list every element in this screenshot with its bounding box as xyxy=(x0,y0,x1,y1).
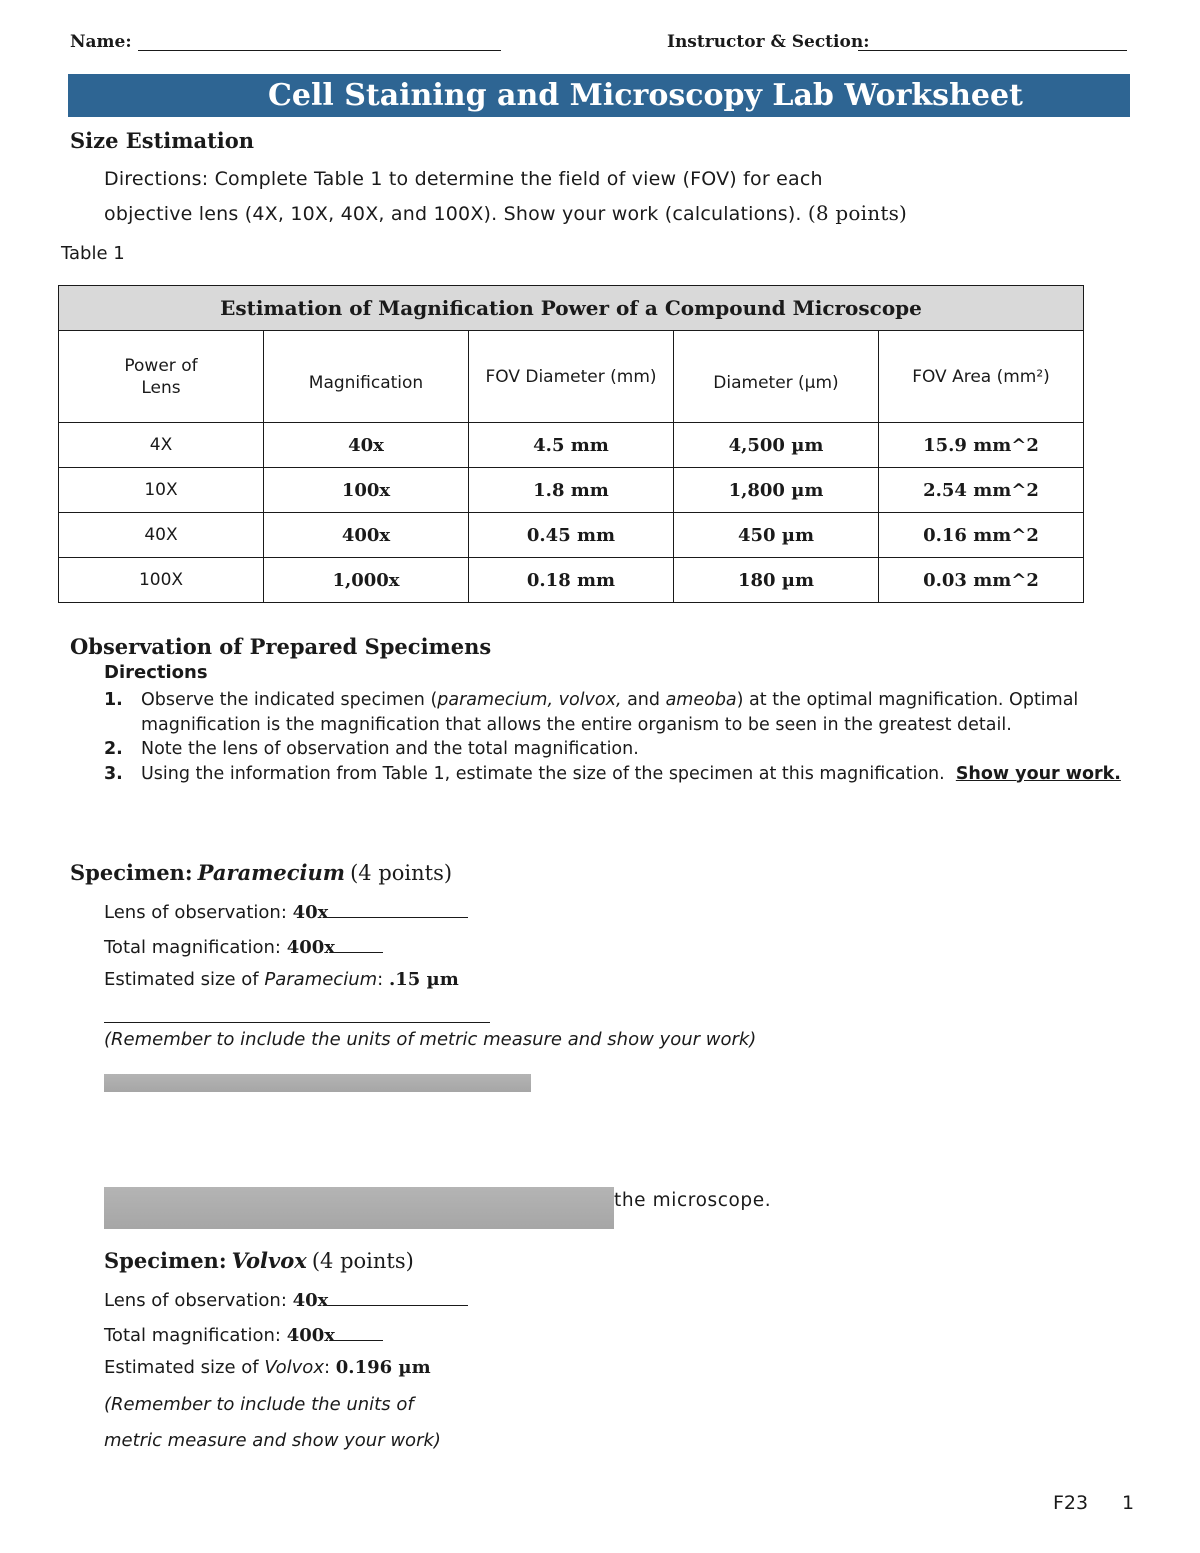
cell-fov-diameter: 0.18 mm xyxy=(469,558,674,603)
cell-fov-area: 15.9 mm^2 xyxy=(879,423,1084,468)
instructor-section-label: Instructor & Section: xyxy=(667,32,870,52)
observation-directions-label: Directions xyxy=(104,662,208,683)
specimen-name: Volvox xyxy=(231,1248,307,1273)
specimen-label: Specimen: xyxy=(70,860,193,885)
lens-blank xyxy=(328,899,468,918)
header-power-of-lens: Power of Lens xyxy=(59,331,264,423)
list-item xyxy=(104,688,1144,737)
specimen-name: Paramecium xyxy=(197,860,346,885)
cell-lens: 10X xyxy=(59,468,264,513)
cell-lens: 100X xyxy=(59,558,264,603)
cell-fov-diameter: 0.45 mm xyxy=(469,513,674,558)
size-label-colon: : xyxy=(377,969,384,990)
table-row xyxy=(59,423,1084,468)
volvox-size-field xyxy=(104,1357,431,1378)
lens-value[interactable]: 40x xyxy=(292,1290,329,1311)
cell-fov-area: 0.16 mm^2 xyxy=(879,513,1084,558)
cell-fov-area: 0.03 mm^2 xyxy=(879,558,1084,603)
footer-version: F23 xyxy=(1053,1492,1089,1514)
size-value[interactable]: .15 µm xyxy=(388,969,459,990)
total-blank xyxy=(335,1322,383,1341)
total-magnification-value[interactable]: 400x xyxy=(286,937,336,958)
table-row xyxy=(59,558,1084,603)
volvox-lens-field xyxy=(104,1287,468,1311)
list-item xyxy=(104,762,1144,787)
step-text: Observe the indicated specimen ( xyxy=(141,690,438,710)
cell-magnification: 400x xyxy=(264,513,469,558)
name-label: Name: xyxy=(70,32,132,52)
step-text: Note the lens of observation and the total magnification. xyxy=(141,739,639,759)
lens-value[interactable]: 40x xyxy=(292,902,329,923)
fov-table xyxy=(58,285,1084,603)
redacted-image-block xyxy=(104,1187,614,1229)
total-magnification-label: Total magnification: xyxy=(104,937,281,958)
volvox-total-field xyxy=(104,1322,383,1346)
step-text: ) at the optimal magnification. Optimal magnification is the magnification that allows the entire organism to be seen in the greatest detail. xyxy=(141,690,1079,735)
paramecium-heading xyxy=(70,860,452,885)
header-diameter-um: Diameter (µm) xyxy=(674,331,879,423)
step-text: and xyxy=(621,690,666,710)
volvox-heading xyxy=(104,1248,414,1273)
size-estimation-directions-line1: Directions: Complete Table 1 to determine the field of view (FOV) for each xyxy=(104,168,823,190)
step-number: 3. xyxy=(104,763,123,784)
cell-diameter-um: 180 µm xyxy=(674,558,879,603)
total-magnification-value[interactable]: 400x xyxy=(286,1325,336,1346)
cell-fov-diameter: 1.8 mm xyxy=(469,468,674,513)
specimen-points: (4 points) xyxy=(350,861,453,885)
paramecium-size-field xyxy=(104,969,459,990)
step-italic-specimens: paramecium, volvox, xyxy=(437,690,622,710)
header-fov-area: FOV Area (mm²) xyxy=(879,331,1084,423)
lens-label: Lens of observation: xyxy=(104,1290,287,1311)
cell-magnification: 1,000x xyxy=(264,558,469,603)
size-label-specimen: Paramecium xyxy=(264,969,378,990)
redacted-image-strip xyxy=(104,1074,531,1092)
paramecium-answer-line[interactable] xyxy=(104,1022,490,1023)
size-estimation-directions-text: objective lens (4X, 10X, 40X, and 100X). Show your work (calculations). xyxy=(104,203,802,225)
cell-lens: 40X xyxy=(59,513,264,558)
step-text: Using the information from Table 1, estimate the size of the specimen at this magnification. xyxy=(141,763,956,784)
size-estimation-directions-line2 xyxy=(104,202,907,225)
cell-diameter-um: 450 µm xyxy=(674,513,879,558)
volvox-reminder-line2: metric measure and show your work) xyxy=(104,1430,441,1451)
table-header-row xyxy=(59,331,1084,423)
lens-label: Lens of observation: xyxy=(104,902,287,923)
instructor-section-field-line[interactable] xyxy=(858,50,1127,51)
cell-diameter-um: 1,800 µm xyxy=(674,468,879,513)
size-label-colon: : xyxy=(323,1357,331,1378)
cell-lens: 4X xyxy=(59,423,264,468)
cell-fov-diameter: 4.5 mm xyxy=(469,423,674,468)
observation-heading: Observation of Prepared Specimens xyxy=(70,634,492,659)
list-item xyxy=(104,737,1144,762)
cell-fov-area: 2.54 mm^2 xyxy=(879,468,1084,513)
size-label: Estimated size of xyxy=(104,1357,259,1378)
specimen-label: Specimen: xyxy=(104,1248,227,1273)
total-magnification-label: Total magnification: xyxy=(104,1325,281,1346)
footer-page-number: 1 xyxy=(1122,1492,1135,1514)
size-label: Estimated size of xyxy=(104,969,259,990)
cell-magnification: 100x xyxy=(264,468,469,513)
page-title: Cell Staining and Microscopy Lab Worksheet xyxy=(268,78,1023,113)
cell-magnification: 40x xyxy=(264,423,469,468)
volvox-reminder-line1: (Remember to include the units of xyxy=(104,1394,414,1415)
lens-blank xyxy=(328,1287,468,1306)
size-estimation-heading: Size Estimation xyxy=(70,128,255,153)
table-label: Table 1 xyxy=(61,243,125,264)
observation-directions-list xyxy=(104,688,1144,786)
size-estimation-points: (8 points) xyxy=(807,201,908,225)
table-row xyxy=(59,468,1084,513)
cell-diameter-um: 4,500 µm xyxy=(674,423,879,468)
step-number: 1. xyxy=(104,690,123,710)
size-label-specimen: Volvox xyxy=(264,1357,324,1378)
paramecium-total-field xyxy=(104,934,383,958)
name-field-line[interactable] xyxy=(138,50,501,51)
step-italic-specimen: ameoba xyxy=(665,690,737,710)
step-number: 2. xyxy=(104,739,123,759)
paramecium-lens-field xyxy=(104,899,468,923)
total-blank xyxy=(335,934,383,953)
paramecium-trailing-text: the microscope. xyxy=(614,1190,772,1211)
header-magnification: Magnification xyxy=(264,331,469,423)
size-value[interactable]: 0.196 µm xyxy=(335,1357,431,1378)
table-caption: Estimation of Magnification Power of a Compound Microscope xyxy=(59,286,1084,331)
step-emphasis: Show your work. xyxy=(955,763,1121,784)
specimen-points: (4 points) xyxy=(311,1249,414,1273)
paramecium-reminder: (Remember to include the units of metric measure and show your work) xyxy=(104,1029,757,1050)
header-fov-diameter-mm: FOV Diameter (mm) xyxy=(469,331,674,423)
table-row xyxy=(59,513,1084,558)
